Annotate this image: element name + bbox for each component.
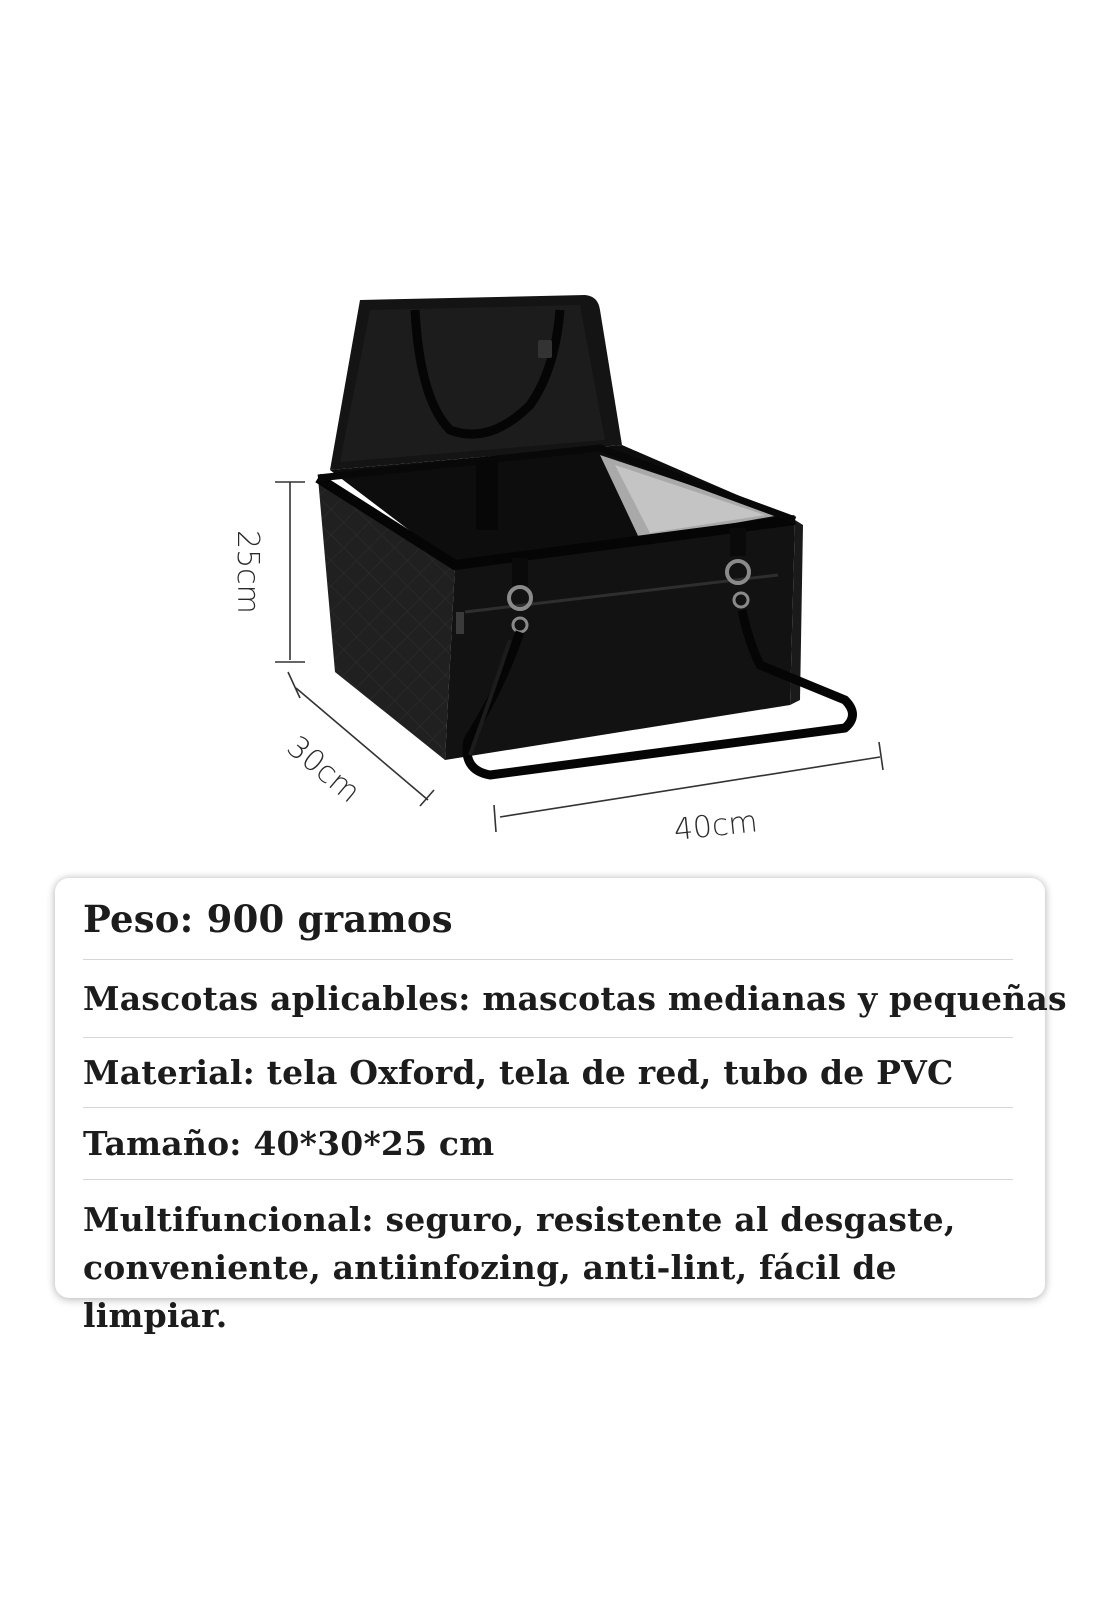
spec-features-text: Multifuncional: seguro, resistente al desgaste, conveniente, antiinfozing, anti-lint, fácil de limpiar. <box>83 1200 956 1335</box>
height-label: 25cm <box>230 530 265 614</box>
spec-card <box>55 878 1067 1335</box>
depth-label: 30cm <box>279 729 367 811</box>
spec-weight <box>83 878 1013 960</box>
width-label: 40cm <box>672 804 760 848</box>
spec-applicable-pets-text: Mascotas aplicables: mascotas medianas y pequeñas <box>83 979 1067 1018</box>
spec-material-text: Material: tela Oxford, tela de red, tubo de PVC <box>83 1053 954 1092</box>
height-dimension <box>230 482 305 662</box>
spec-material <box>83 1038 1013 1108</box>
spec-size-text: Tamaño: 40*30*25 cm <box>83 1124 495 1163</box>
spec-features <box>83 1180 1013 1335</box>
spec-weight-text: Peso: 900 gramos <box>83 896 453 941</box>
width-dimension <box>494 742 883 848</box>
spec-applicable-pets <box>83 960 1067 1038</box>
pet-car-seat-icon <box>318 295 853 775</box>
spec-size <box>83 1108 1013 1180</box>
